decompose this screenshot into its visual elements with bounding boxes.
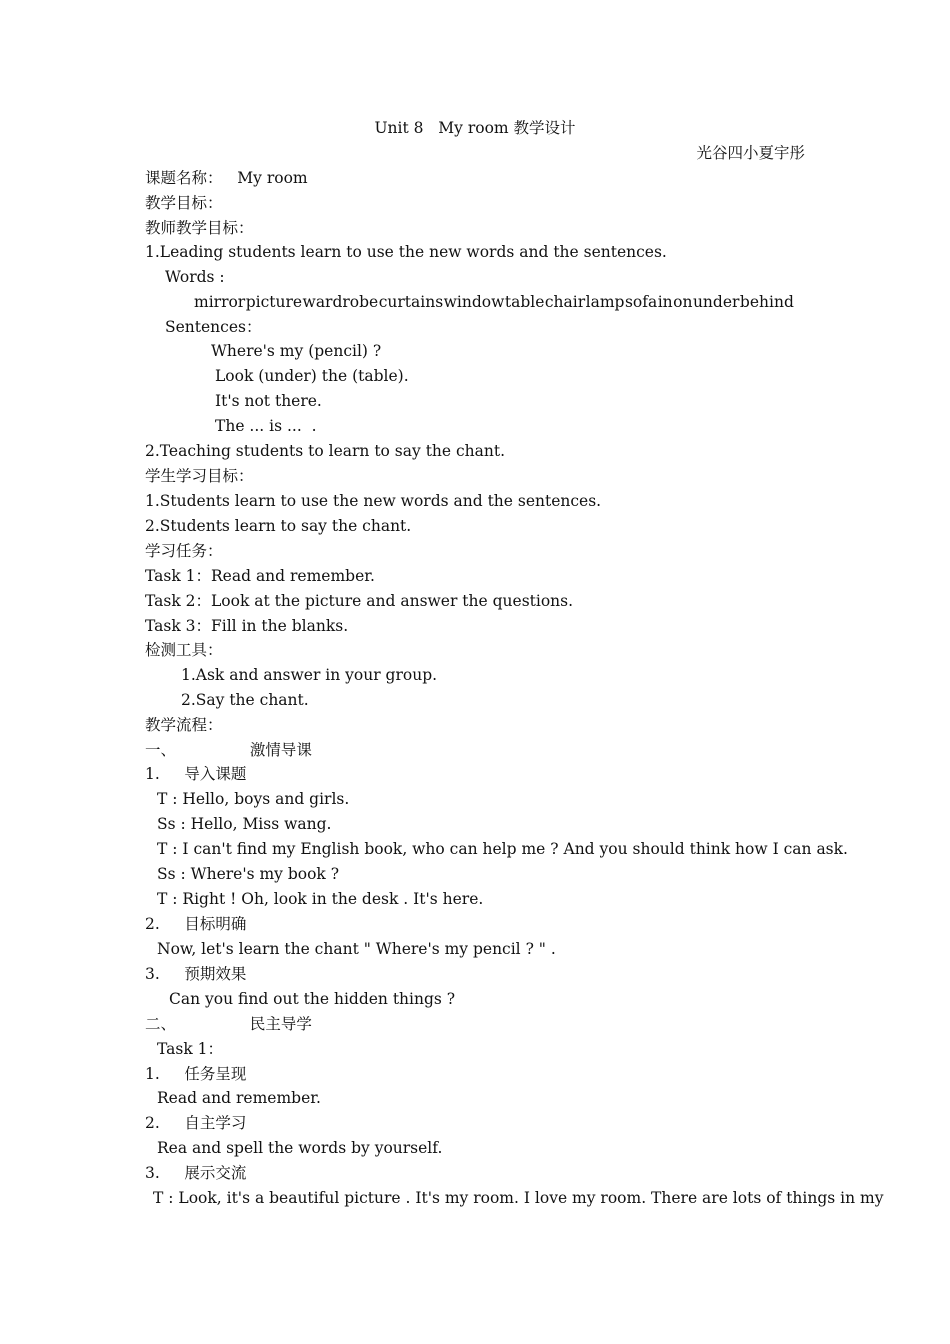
text-line: 2.Teaching students to learn to say the chant. xyxy=(145,442,506,460)
text-line: Read and remember. xyxy=(157,1089,321,1107)
section-heading-tasks: 学习任务： xyxy=(145,542,223,560)
document-title: Unit 8 My room 教学设计 xyxy=(374,119,576,137)
step-heading: 1. 导入课题 xyxy=(145,765,247,783)
vocab-word: behind xyxy=(739,293,794,311)
task-line: Task 3：Fill in the blanks. xyxy=(145,617,349,635)
text-line: 2.Students learn to say the chant. xyxy=(145,517,412,535)
section-heading-teacher-objectives: 教师教学目标： xyxy=(145,219,254,237)
step-heading: 1. 任务呈现 xyxy=(145,1065,247,1083)
author-name: 光谷四小夏宇彤 xyxy=(696,144,805,162)
vocabulary-list xyxy=(194,292,794,312)
dialogue-line: Ss : Hello, Miss wang. xyxy=(157,815,332,833)
text-line: 1.Ask and answer in your group. xyxy=(181,666,438,684)
vocab-word: chair xyxy=(544,293,586,311)
vocab-word: lamp xyxy=(585,293,625,311)
section-heading-objectives: 教学目标： xyxy=(145,194,223,212)
text-line: 1.Leading students learn to use the new words and the sentences. xyxy=(145,243,667,261)
part-heading: 二、 民主导学 xyxy=(145,1015,312,1033)
dialogue-line: T : Right ! Oh, look in the desk . It's here. xyxy=(157,890,484,908)
sentence-pattern: Where's my (pencil) ? xyxy=(211,342,382,360)
task-line: Task 1：Read and remember. xyxy=(145,567,375,585)
text-line: 2.Say the chant. xyxy=(181,691,309,709)
sentences-label: Sentences： xyxy=(165,318,262,336)
section-heading-procedure: 教学流程： xyxy=(145,716,223,734)
part-heading: 一、 激情导课 xyxy=(145,741,312,759)
vocab-word: wardrobe xyxy=(302,293,379,311)
vocab-word: curtains xyxy=(378,293,444,311)
vocab-word: table xyxy=(504,293,545,311)
sentence-pattern: It's not there. xyxy=(215,392,322,410)
dialogue-line: Ss : Where's my book ? xyxy=(157,865,340,883)
vocab-word: sofa xyxy=(624,293,658,311)
text-line: Rea and spell the words by yourself. xyxy=(157,1139,443,1157)
text-line: Can you find out the hidden things ? xyxy=(169,990,456,1008)
vocab-word: in xyxy=(657,293,673,311)
vocab-word: under xyxy=(692,293,740,311)
vocab-word: picture xyxy=(245,293,303,311)
sentence-pattern: Look (under) the (table). xyxy=(215,367,409,385)
dialogue-line: T : Hello, boys and girls. xyxy=(157,790,350,808)
task-line: Task 2：Look at the picture and answer the questions. xyxy=(145,592,574,610)
sentence-pattern: The ... is ... . xyxy=(215,417,317,435)
vocab-word: mirror xyxy=(194,293,246,311)
task-label: Task 1： xyxy=(157,1040,224,1058)
dialogue-line: T : Look, it's a beautiful picture . It's my room. I love my room. There are lots of things in my xyxy=(153,1189,884,1207)
section-heading-assessment: 检测工具： xyxy=(145,641,223,659)
step-heading: 3. 展示交流 xyxy=(145,1164,247,1182)
dialogue-line: T : I can't find my English book, who can help me ? And you should think how I can ask. xyxy=(157,840,848,858)
section-heading-student-objectives: 学生学习目标： xyxy=(145,467,254,485)
text-line: Now, let's learn the chant " Where's my pencil ? " . xyxy=(157,940,556,958)
text-line: 1.Students learn to use the new words and the sentences. xyxy=(145,492,602,510)
step-heading: 3. 预期效果 xyxy=(145,965,247,983)
vocab-word: window xyxy=(443,293,505,311)
step-heading: 2. 自主学习 xyxy=(145,1114,247,1132)
lesson-name: 课题名称： My room xyxy=(145,169,308,187)
vocab-word: on xyxy=(673,293,693,311)
words-label: Words : xyxy=(165,268,225,286)
step-heading: 2. 目标明确 xyxy=(145,915,247,933)
